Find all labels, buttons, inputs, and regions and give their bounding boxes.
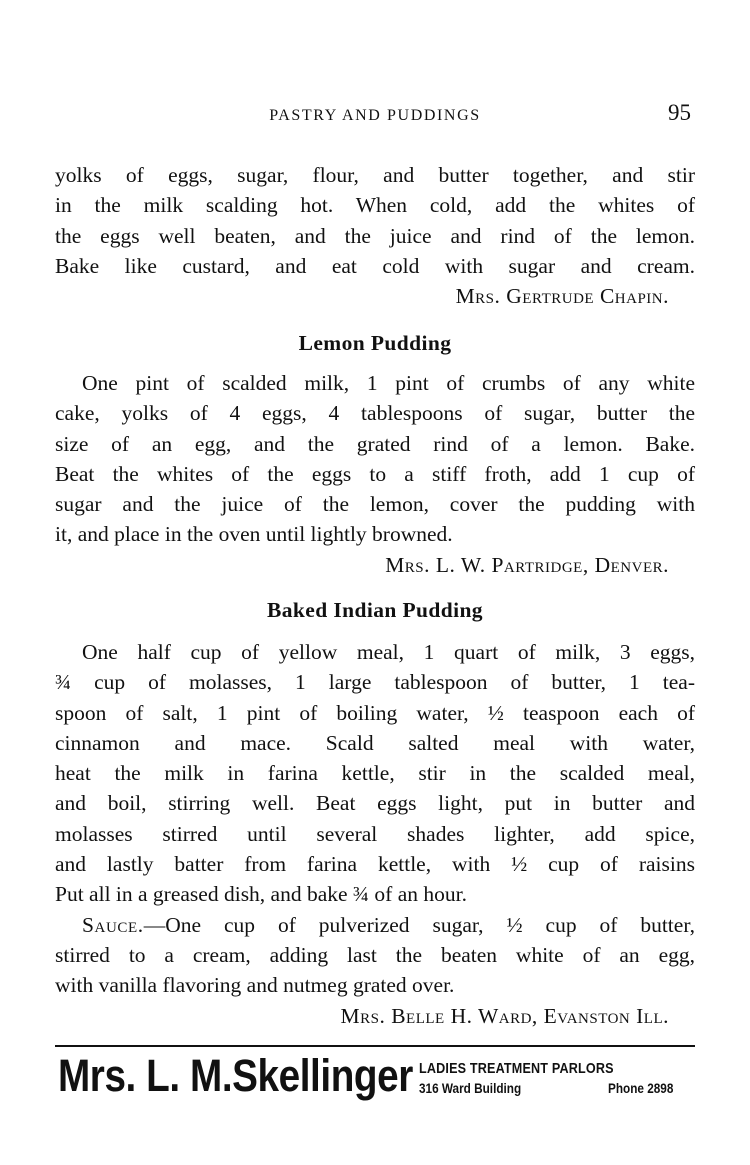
text-line: in the milk scalding hot. When cold, add the whites of [55,193,695,218]
lemon-pudding-title: Lemon Pudding [298,331,452,355]
text-line: cake, yolks of 4 eggs, 4 tablespoons of sugar, butter the [55,401,695,426]
lemon-pudding-signature: Mrs. L. W. Partridge, Denver. [385,552,669,577]
text-line: stirred to a cream, adding last the beaten white of an egg, [55,942,695,967]
lemon-pudding-text [55,368,695,550]
baked-indian-pudding-recipe [55,595,695,1031]
baked-indian-pudding-signature: Mrs. Belle H. Ward, Evanston Ill. [340,1003,669,1028]
sauce-label: Sauce. [82,912,144,937]
text-line: sugar and the juice of the lemon, cover the pudding with [55,492,695,517]
baked-indian-pudding-text [55,637,695,910]
text-line: the eggs well beaten, and the juice and rind of the lemon. [55,223,695,248]
text-line: Beat the whites of the eggs to a stiff froth, add 1 cup of [55,461,695,486]
text-line: One pint of scalded milk, 1 pint of crumbs of any white [82,371,695,395]
text-line: heat the milk in farina kettle, stir in the scalded meal, [55,761,695,786]
text-line: yolks of eggs, sugar, flour, and butter together, and stir [55,163,695,187]
baked-indian-pudding-title: Baked Indian Pudding [267,598,483,622]
intro-recipe [55,160,695,311]
text-line [55,910,695,940]
running-title: PASTRY AND PUDDINGS [269,107,481,124]
text-line: it, and place in the oven until lightly browned. [55,522,453,547]
text-line: and lastly batter from farina kettle, with ½ cup of raisins [55,852,695,877]
intro-recipe-signature: Mrs. Gertrude Chapin. [455,284,669,309]
advertisement [58,1050,698,1106]
text-line: spoon of salt, 1 pint of boiling water, ½ teaspoon each of [55,700,695,725]
advertiser-address: 316 Ward Building [419,1080,522,1096]
text-line: ¾ cup of molasses, 1 large tablespoon of butter, 1 tea- [55,670,695,695]
text-line: molasses stirred until several shades lighter, add spice, [55,821,695,846]
text-line: One half cup of yellow meal, 1 quart of milk, 3 eggs, [82,640,695,664]
advertiser-name: Mrs. L. M.Skellinger [58,1050,413,1101]
text-line: Bake like custard, and eat cold with sugar and cream. [55,253,695,278]
text-line: with vanilla flavoring and nutmeg grated over. [55,973,455,998]
advertiser-phone: Phone 2898 [608,1080,674,1096]
advertisement-divider [55,1045,695,1047]
text-line: and boil, stirring well. Beat eggs light, put in butter and [55,791,695,816]
lemon-pudding-recipe [55,328,695,580]
running-head [55,100,695,128]
text-line: cinnamon and mace. Scald salted meal with water, [55,730,695,755]
advertiser-business: LADIES TREATMENT PARLORS [419,1060,614,1077]
intro-recipe-text [55,160,695,281]
page-number: 95 [668,100,691,125]
sauce-text [55,910,695,1001]
sauce-first-line: —One cup of pulverized sugar, ½ cup of butter, [143,912,695,937]
text-line: size of an egg, and the grated rind of a lemon. Bake. [55,431,695,456]
text-line: Put all in a greased dish, and bake ¾ of an hour. [55,882,467,907]
